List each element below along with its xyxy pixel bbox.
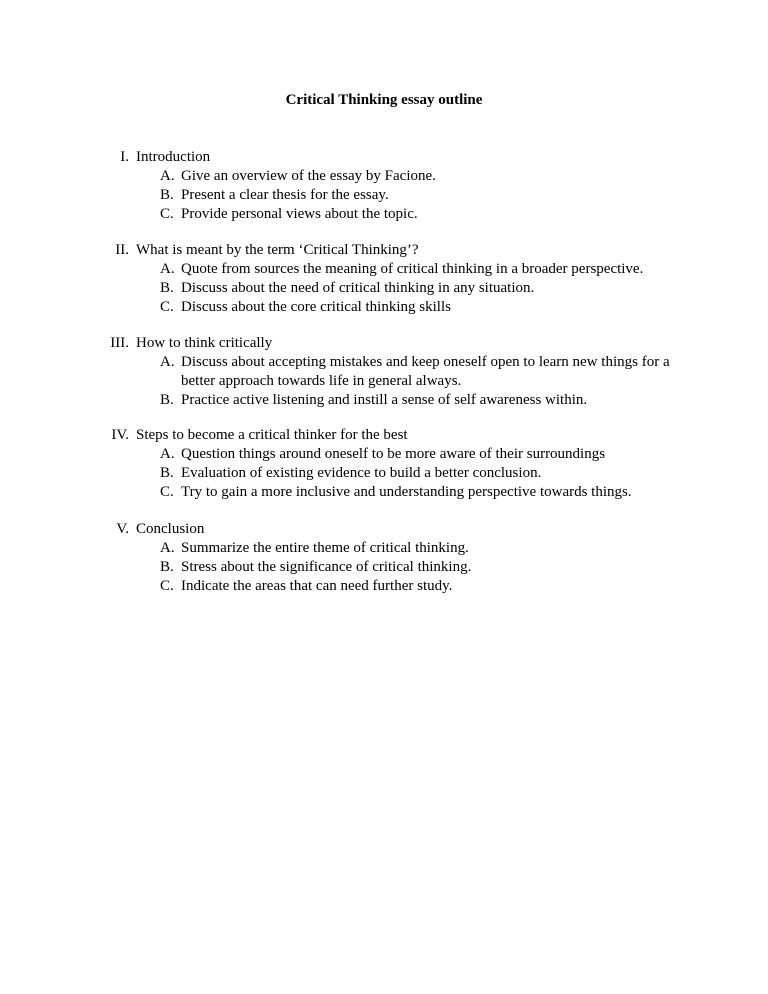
outline-item xyxy=(160,298,681,317)
item-text: Give an overview of the essay by Facione. xyxy=(181,168,436,184)
outline-item xyxy=(160,205,681,224)
outline-item xyxy=(160,279,681,298)
item-letter: A. xyxy=(160,168,175,184)
outline-item xyxy=(160,167,681,186)
item-text: Summarize the entire theme of critical thinking. xyxy=(181,540,469,556)
outline-section xyxy=(0,426,768,502)
section-heading: What is meant by the term ‘Critical Thinking’? xyxy=(136,242,419,258)
outline-section xyxy=(0,241,768,317)
item-letter: B. xyxy=(160,559,174,575)
section-numeral: I. xyxy=(120,149,129,165)
section-heading: Conclusion xyxy=(136,521,205,537)
outline-item xyxy=(160,186,681,205)
item-text: Provide personal views about the topic. xyxy=(181,206,418,222)
section-numeral: III. xyxy=(110,335,129,351)
item-letter: B. xyxy=(160,280,174,296)
item-text: Practice active listening and instill a sense of self awareness within. xyxy=(181,392,588,408)
outline-section xyxy=(0,334,768,410)
outline-item xyxy=(160,539,681,558)
item-letter: A. xyxy=(160,446,175,462)
section-heading: How to think critically xyxy=(136,335,273,351)
section-heading: Steps to become a critical thinker for the best xyxy=(136,427,408,443)
item-text: Discuss about the need of critical thinking in any situation. xyxy=(181,280,535,296)
outline-item xyxy=(160,577,681,596)
document-title: Critical Thinking essay outline xyxy=(285,92,483,108)
outline-item xyxy=(160,353,681,391)
section-heading: Introduction xyxy=(136,149,211,165)
item-letter: C. xyxy=(160,299,174,315)
item-text: Question things around oneself to be more aware of their surroundings xyxy=(181,446,606,462)
outline-item xyxy=(160,558,681,577)
item-text: Stress about the significance of critical thinking. xyxy=(181,559,472,575)
item-text: Present a clear thesis for the essay. xyxy=(181,187,389,203)
item-letter: B. xyxy=(160,392,174,408)
outline-item xyxy=(160,445,681,464)
item-text: Discuss about accepting mistakes and keep oneself open to learn new things for a better approach towards life in general always. xyxy=(181,354,670,389)
item-letter: C. xyxy=(160,578,174,594)
item-letter: A. xyxy=(160,261,175,277)
outline-item xyxy=(160,391,681,410)
section-numeral: II. xyxy=(115,242,129,258)
item-text: Discuss about the core critical thinking skills xyxy=(181,299,451,315)
section-numeral: IV. xyxy=(111,427,129,443)
item-letter: A. xyxy=(160,540,175,556)
item-text: Try to gain a more inclusive and understanding perspective towards things. xyxy=(181,484,632,500)
outline-item xyxy=(160,260,681,279)
item-letter: C. xyxy=(160,206,174,222)
outline-section xyxy=(0,148,768,224)
item-text: Evaluation of existing evidence to build a better conclusion. xyxy=(181,465,542,481)
item-letter: B. xyxy=(160,465,174,481)
outline-section xyxy=(0,520,768,596)
item-letter: C. xyxy=(160,484,174,500)
item-text: Indicate the areas that can need further study. xyxy=(181,578,453,594)
section-numeral: V. xyxy=(116,521,129,537)
item-letter: B. xyxy=(160,187,174,203)
outline-item xyxy=(160,464,681,483)
item-letter: A. xyxy=(160,354,175,370)
item-text: Quote from sources the meaning of critical thinking in a broader perspective. xyxy=(181,261,644,277)
outline-item xyxy=(160,483,681,502)
